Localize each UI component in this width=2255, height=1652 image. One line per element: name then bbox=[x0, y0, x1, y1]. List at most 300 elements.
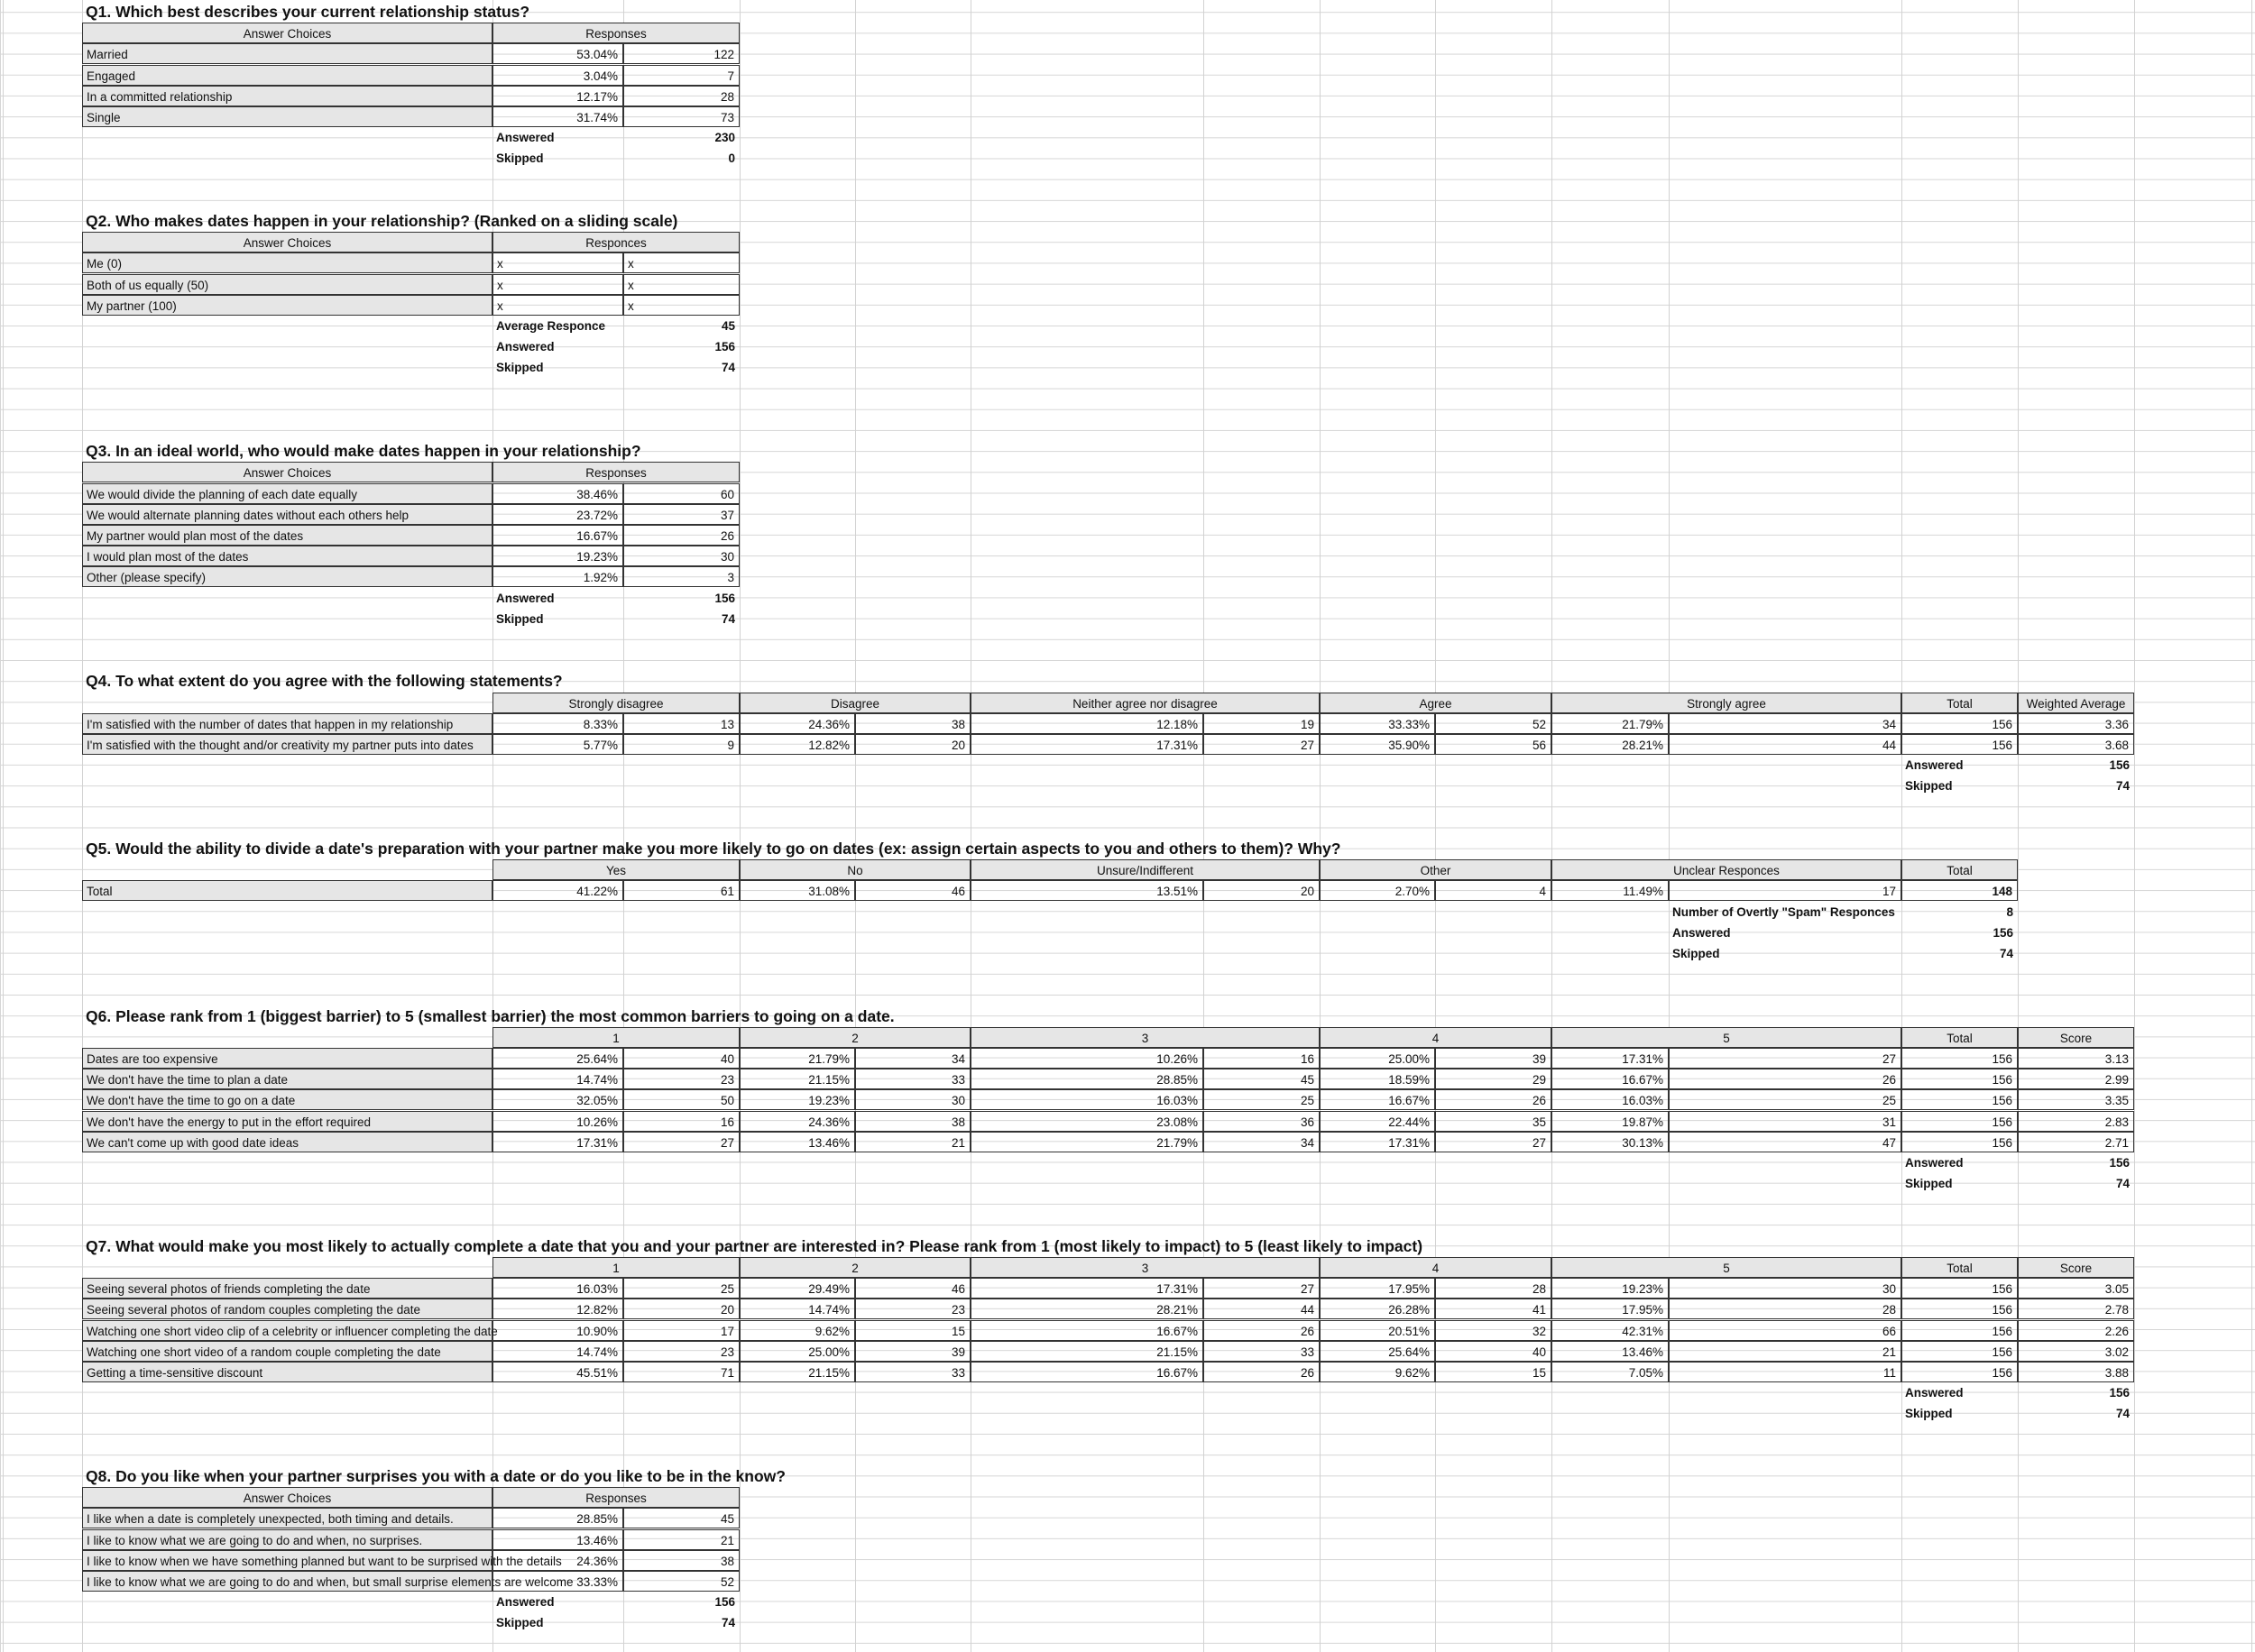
percent-cell: 23.08% bbox=[971, 1111, 1203, 1132]
count-cell: 25 bbox=[623, 1278, 740, 1299]
column-header: Disagree bbox=[740, 693, 971, 713]
count-cell: 50 bbox=[623, 1089, 740, 1110]
count-cell: 30 bbox=[1669, 1278, 1901, 1299]
response-count: 26 bbox=[623, 525, 740, 546]
summary-value: 74 bbox=[2115, 779, 2130, 793]
percent-cell: 19.23% bbox=[740, 1089, 855, 1110]
count-cell: 20 bbox=[1203, 880, 1320, 901]
q6-question-title: Q6. Please rank from 1 (biggest barrier) to 5 (smallest barrier) the most common barriers to going on a date. bbox=[86, 1007, 895, 1025]
percent-cell: 26.28% bbox=[1320, 1299, 1435, 1319]
column-header: Total bbox=[1901, 859, 2018, 880]
q5-question-title: Q5. Would the ability to divide a date's preparation with your partner make you more likely to go on dates (ex: assign certain aspects to you and others to them)? Why? bbox=[86, 840, 1341, 858]
column-header: Total bbox=[1901, 1257, 2018, 1278]
count-cell: 2.99 bbox=[2018, 1069, 2134, 1089]
count-cell: 45 bbox=[1203, 1069, 1320, 1089]
row-label: Seeing several photos of random couples completing the date bbox=[82, 1299, 492, 1319]
percent-cell: 21.15% bbox=[971, 1341, 1203, 1362]
percent-cell: 10.90% bbox=[492, 1320, 623, 1341]
q4-question-title: Q4. To what extent do you agree with the following statements? bbox=[86, 672, 563, 690]
summary-label: Skipped bbox=[1672, 947, 1720, 960]
percent-cell: 16.67% bbox=[1551, 1069, 1669, 1089]
count-cell: 11 bbox=[1669, 1362, 1901, 1382]
summary-value: 8 bbox=[2006, 905, 2013, 919]
response-percent: 31.74% bbox=[492, 106, 623, 127]
percent-cell: 14.74% bbox=[740, 1299, 855, 1319]
count-cell: 39 bbox=[1435, 1048, 1551, 1069]
response-percent: 24.36% bbox=[492, 1550, 623, 1571]
q2-question-title: Q2. Who makes dates happen in your relationship? (Ranked on a sliding scale) bbox=[86, 212, 678, 230]
summary-label: Answered bbox=[496, 131, 555, 144]
total-cell: 148 bbox=[1901, 880, 2018, 901]
count-cell: 46 bbox=[855, 1278, 971, 1299]
column-header: Agree bbox=[1320, 693, 1551, 713]
count-cell: 38 bbox=[855, 713, 971, 734]
count-cell: 23 bbox=[623, 1069, 740, 1089]
percent-cell: 156 bbox=[1901, 1089, 2018, 1110]
column-header: Answer Choices bbox=[82, 23, 492, 43]
column-header: 4 bbox=[1320, 1257, 1551, 1278]
count-cell: 52 bbox=[1435, 713, 1551, 734]
percent-cell: 24.36% bbox=[740, 1111, 855, 1132]
count-cell: 27 bbox=[1435, 1132, 1551, 1152]
percent-cell: 16.67% bbox=[971, 1320, 1203, 1341]
answer-choice-label: My partner (100) bbox=[82, 295, 492, 316]
summary-label: Skipped bbox=[496, 151, 544, 165]
summary-label: Skipped bbox=[1905, 1177, 1953, 1190]
row-label: I'm satisfied with the thought and/or creativity my partner puts into dates bbox=[82, 734, 492, 755]
column-divider bbox=[1551, 0, 1552, 1652]
count-cell: 15 bbox=[855, 1320, 971, 1341]
count-cell: 40 bbox=[1435, 1341, 1551, 1362]
summary-label: Number of Overtly "Spam" Responces bbox=[1672, 905, 1895, 919]
summary-label: Answered bbox=[1905, 1386, 1964, 1400]
percent-cell: 156 bbox=[1901, 1341, 2018, 1362]
answer-choice-label: In a committed relationship bbox=[82, 86, 492, 106]
percent-cell: 156 bbox=[1901, 1132, 2018, 1152]
count-cell: 32 bbox=[1435, 1320, 1551, 1341]
answer-choice-label: Single bbox=[82, 106, 492, 127]
response-percent: 38.46% bbox=[492, 483, 623, 504]
answer-choice-label: I like to know when we have something planned but want to be surprised with the details bbox=[82, 1550, 492, 1571]
percent-cell: 14.74% bbox=[492, 1341, 623, 1362]
response-percent: 1.92% bbox=[492, 566, 623, 587]
percent-cell: 30.13% bbox=[1551, 1132, 1669, 1152]
percent-cell: 10.26% bbox=[971, 1048, 1203, 1069]
answer-choice-label: Both of us equally (50) bbox=[82, 274, 492, 295]
column-divider bbox=[1669, 0, 1670, 1652]
count-cell: 28 bbox=[1435, 1278, 1551, 1299]
percent-cell: 42.31% bbox=[1551, 1320, 1669, 1341]
percent-cell: 11.49% bbox=[1551, 880, 1669, 901]
percent-cell: 156 bbox=[1901, 1299, 2018, 1319]
percent-cell: 25.00% bbox=[740, 1341, 855, 1362]
count-cell: 27 bbox=[623, 1132, 740, 1152]
count-cell: 27 bbox=[1203, 734, 1320, 755]
percent-cell: 17.95% bbox=[1320, 1278, 1435, 1299]
count-cell: 27 bbox=[1203, 1278, 1320, 1299]
percent-cell: 156 bbox=[1901, 1048, 2018, 1069]
percent-cell: 25.64% bbox=[1320, 1341, 1435, 1362]
percent-cell: 12.18% bbox=[971, 713, 1203, 734]
summary-value: 156 bbox=[714, 1595, 735, 1609]
percent-cell: 17.31% bbox=[1551, 1048, 1669, 1069]
answer-choice-label: Me (0) bbox=[82, 252, 492, 273]
percent-cell: 16.03% bbox=[971, 1089, 1203, 1110]
percent-cell: 13.46% bbox=[740, 1132, 855, 1152]
count-cell: 47 bbox=[1669, 1132, 1901, 1152]
percent-cell: 28.21% bbox=[971, 1299, 1203, 1319]
count-cell: 4 bbox=[1435, 880, 1551, 901]
summary-label: Answered bbox=[496, 592, 555, 605]
count-cell: 2.78 bbox=[2018, 1299, 2134, 1319]
count-cell: 3.35 bbox=[2018, 1089, 2134, 1110]
response-percent: 23.72% bbox=[492, 504, 623, 525]
percent-cell: 33.33% bbox=[1320, 713, 1435, 734]
column-header: Total bbox=[1901, 693, 2018, 713]
count-cell: 40 bbox=[623, 1048, 740, 1069]
percent-cell: 156 bbox=[1901, 734, 2018, 755]
response-percent: 16.67% bbox=[492, 525, 623, 546]
summary-label: Skipped bbox=[1905, 779, 1953, 793]
count-cell: 2.26 bbox=[2018, 1320, 2134, 1341]
percent-cell: 35.90% bbox=[1320, 734, 1435, 755]
percent-cell: 28.85% bbox=[971, 1069, 1203, 1089]
count-cell: 61 bbox=[623, 880, 740, 901]
count-cell: 16 bbox=[1203, 1048, 1320, 1069]
count-cell: 9 bbox=[623, 734, 740, 755]
column-header: 1 bbox=[492, 1257, 740, 1278]
column-header: Strongly disagree bbox=[492, 693, 740, 713]
count-cell: 46 bbox=[855, 880, 971, 901]
count-cell: 26 bbox=[1669, 1069, 1901, 1089]
column-header: Unclear Responces bbox=[1551, 859, 1901, 880]
response-count: 21 bbox=[623, 1529, 740, 1550]
response-count: x bbox=[623, 274, 740, 295]
percent-cell: 16.03% bbox=[492, 1278, 623, 1299]
column-divider bbox=[855, 0, 856, 1652]
percent-cell: 32.05% bbox=[492, 1089, 623, 1110]
count-cell: 17 bbox=[1669, 880, 1901, 901]
column-header: 2 bbox=[740, 1257, 971, 1278]
count-cell: 44 bbox=[1669, 734, 1901, 755]
percent-cell: 12.82% bbox=[492, 1299, 623, 1319]
summary-value: 45 bbox=[721, 319, 735, 333]
percent-cell: 156 bbox=[1901, 1362, 2018, 1382]
q1-question-title: Q1. Which best describes your current relationship status? bbox=[86, 3, 530, 21]
count-cell: 33 bbox=[1203, 1341, 1320, 1362]
count-cell: 20 bbox=[855, 734, 971, 755]
response-count: 30 bbox=[623, 546, 740, 566]
count-cell: 23 bbox=[623, 1341, 740, 1362]
response-count: 7 bbox=[623, 65, 740, 86]
count-cell: 28 bbox=[1669, 1299, 1901, 1319]
percent-cell: 156 bbox=[1901, 1278, 2018, 1299]
column-divider bbox=[3, 0, 4, 1652]
percent-cell: 16.67% bbox=[971, 1362, 1203, 1382]
count-cell: 26 bbox=[1203, 1320, 1320, 1341]
count-cell: 27 bbox=[1669, 1048, 1901, 1069]
count-cell: 26 bbox=[1203, 1362, 1320, 1382]
percent-cell: 156 bbox=[1901, 713, 2018, 734]
percent-cell: 9.62% bbox=[740, 1320, 855, 1341]
percent-cell: 19.23% bbox=[1551, 1278, 1669, 1299]
column-header: Score bbox=[2018, 1257, 2134, 1278]
response-percent: x bbox=[492, 274, 623, 295]
percent-cell: 156 bbox=[1901, 1069, 2018, 1089]
percent-cell: 16.67% bbox=[1320, 1089, 1435, 1110]
percent-cell: 17.31% bbox=[492, 1132, 623, 1152]
percent-cell: 31.08% bbox=[740, 880, 855, 901]
summary-value: 74 bbox=[2115, 1407, 2130, 1420]
row-label: Watching one short video clip of a celebrity or influencer completing the date bbox=[82, 1320, 492, 1341]
summary-value: 74 bbox=[2115, 1177, 2130, 1190]
response-percent: 53.04% bbox=[492, 43, 623, 64]
response-percent: 13.46% bbox=[492, 1529, 623, 1550]
count-cell: 3.36 bbox=[2018, 713, 2134, 734]
column-header: Unsure/Indifferent bbox=[971, 859, 1320, 880]
column-header: 3 bbox=[971, 1257, 1320, 1278]
column-header: 1 bbox=[492, 1027, 740, 1048]
response-count: 122 bbox=[623, 43, 740, 64]
percent-cell: 45.51% bbox=[492, 1362, 623, 1382]
count-cell: 17 bbox=[623, 1320, 740, 1341]
response-percent: x bbox=[492, 252, 623, 273]
summary-value: 156 bbox=[714, 592, 735, 605]
percent-cell: 17.31% bbox=[1320, 1132, 1435, 1152]
percent-cell: 20.51% bbox=[1320, 1320, 1435, 1341]
percent-cell: 17.31% bbox=[971, 1278, 1203, 1299]
answer-choice-label: Married bbox=[82, 43, 492, 64]
count-cell: 44 bbox=[1203, 1299, 1320, 1319]
column-header: 5 bbox=[1551, 1027, 1901, 1048]
response-count: 45 bbox=[623, 1508, 740, 1528]
percent-cell: 9.62% bbox=[1320, 1362, 1435, 1382]
percent-cell: 156 bbox=[1901, 1111, 2018, 1132]
summary-label: Answered bbox=[1905, 1156, 1964, 1170]
column-header: No bbox=[740, 859, 971, 880]
answer-choice-label: We would divide the planning of each date equally bbox=[82, 483, 492, 504]
percent-cell: 2.70% bbox=[1320, 880, 1435, 901]
column-header: Strongly agree bbox=[1551, 693, 1901, 713]
summary-value: 156 bbox=[714, 340, 735, 353]
column-header: Answer Choices bbox=[82, 1487, 492, 1508]
percent-cell: 21.79% bbox=[1551, 713, 1669, 734]
count-cell: 33 bbox=[855, 1362, 971, 1382]
count-cell: 3.02 bbox=[2018, 1341, 2134, 1362]
column-header: Neither agree nor disagree bbox=[971, 693, 1320, 713]
count-cell: 3.88 bbox=[2018, 1362, 2134, 1382]
count-cell: 29 bbox=[1435, 1069, 1551, 1089]
summary-label: Skipped bbox=[1905, 1407, 1953, 1420]
column-divider bbox=[1203, 0, 1204, 1652]
count-cell: 25 bbox=[1203, 1089, 1320, 1110]
response-count: 52 bbox=[623, 1571, 740, 1592]
percent-cell: 21.15% bbox=[740, 1069, 855, 1089]
count-cell: 16 bbox=[623, 1111, 740, 1132]
row-label: Getting a time-sensitive discount bbox=[82, 1362, 492, 1382]
percent-cell: 17.31% bbox=[971, 734, 1203, 755]
response-percent: x bbox=[492, 295, 623, 316]
count-cell: 19 bbox=[1203, 713, 1320, 734]
column-header: 5 bbox=[1551, 1257, 1901, 1278]
percent-cell: 22.44% bbox=[1320, 1111, 1435, 1132]
percent-cell: 41.22% bbox=[492, 880, 623, 901]
percent-cell: 21.15% bbox=[740, 1362, 855, 1382]
count-cell: 30 bbox=[855, 1089, 971, 1110]
summary-label: Skipped bbox=[496, 612, 544, 626]
answer-choice-label: My partner would plan most of the dates bbox=[82, 525, 492, 546]
column-header: Responses bbox=[492, 462, 740, 482]
summary-value: 156 bbox=[1993, 926, 2013, 940]
percent-cell: 156 bbox=[1901, 1320, 2018, 1341]
row-label: I'm satisfied with the number of dates that happen in my relationship bbox=[82, 713, 492, 734]
count-cell: 23 bbox=[855, 1299, 971, 1319]
count-cell: 25 bbox=[1669, 1089, 1901, 1110]
column-header: 4 bbox=[1320, 1027, 1551, 1048]
percent-cell: 13.51% bbox=[971, 880, 1203, 901]
summary-label: Skipped bbox=[496, 1616, 544, 1629]
count-cell: 66 bbox=[1669, 1320, 1901, 1341]
percent-cell: 13.46% bbox=[1551, 1341, 1669, 1362]
count-cell: 39 bbox=[855, 1341, 971, 1362]
percent-cell: 29.49% bbox=[740, 1278, 855, 1299]
percent-cell: 21.79% bbox=[740, 1048, 855, 1069]
percent-cell: 25.64% bbox=[492, 1048, 623, 1069]
percent-cell: 14.74% bbox=[492, 1069, 623, 1089]
percent-cell: 25.00% bbox=[1320, 1048, 1435, 1069]
answer-choice-label: We would alternate planning dates without each others help bbox=[82, 504, 492, 525]
response-count: x bbox=[623, 295, 740, 316]
percent-cell: 19.87% bbox=[1551, 1111, 1669, 1132]
count-cell: 36 bbox=[1203, 1111, 1320, 1132]
response-count: 38 bbox=[623, 1550, 740, 1571]
column-divider bbox=[1435, 0, 1436, 1652]
count-cell: 35 bbox=[1435, 1111, 1551, 1132]
column-header: 2 bbox=[740, 1027, 971, 1048]
percent-cell: 16.03% bbox=[1551, 1089, 1669, 1110]
answer-choice-label: I would plan most of the dates bbox=[82, 546, 492, 566]
column-divider bbox=[2251, 0, 2252, 1652]
summary-value: 156 bbox=[2109, 1386, 2130, 1400]
count-cell: 56 bbox=[1435, 734, 1551, 755]
column-header: 3 bbox=[971, 1027, 1320, 1048]
percent-cell: 7.05% bbox=[1551, 1362, 1669, 1382]
summary-label: Answered bbox=[496, 1595, 555, 1609]
percent-cell: 5.77% bbox=[492, 734, 623, 755]
count-cell: 34 bbox=[855, 1048, 971, 1069]
count-cell: 2.71 bbox=[2018, 1132, 2134, 1152]
response-count: 3 bbox=[623, 566, 740, 587]
row-label: We don't have the time to plan a date bbox=[82, 1069, 492, 1089]
summary-label: Answered bbox=[1905, 758, 1964, 772]
column-header: Other bbox=[1320, 859, 1551, 880]
answer-choice-label: Other (please specify) bbox=[82, 566, 492, 587]
summary-label: Average Responce bbox=[496, 319, 606, 333]
count-cell: 31 bbox=[1669, 1111, 1901, 1132]
column-header: Weighted Average bbox=[2018, 693, 2134, 713]
count-cell: 38 bbox=[855, 1111, 971, 1132]
answer-choice-label: I like when a date is completely unexpected, both timing and details. bbox=[82, 1508, 492, 1528]
count-cell: 3.68 bbox=[2018, 734, 2134, 755]
answer-choice-label: I like to know what we are going to do and when, no surprises. bbox=[82, 1529, 492, 1550]
column-divider bbox=[1320, 0, 1321, 1652]
row-label: Watching one short video of a random couple completing the date bbox=[82, 1341, 492, 1362]
count-cell: 13 bbox=[623, 713, 740, 734]
count-cell: 3.13 bbox=[2018, 1048, 2134, 1069]
column-header: Score bbox=[2018, 1027, 2134, 1048]
answer-choice-label: I like to know what we are going to do and when, but small surprise elements are welcome bbox=[82, 1571, 492, 1592]
column-divider bbox=[740, 0, 741, 1652]
column-header: Responses bbox=[492, 1487, 740, 1508]
summary-value: 74 bbox=[721, 361, 735, 374]
row-label: Total bbox=[82, 880, 492, 901]
count-cell: 34 bbox=[1203, 1132, 1320, 1152]
column-header: Total bbox=[1901, 1027, 2018, 1048]
percent-cell: 21.79% bbox=[971, 1132, 1203, 1152]
column-header: Answer Choices bbox=[82, 462, 492, 482]
summary-value: 74 bbox=[721, 1616, 735, 1629]
column-header: Yes bbox=[492, 859, 740, 880]
summary-value: 0 bbox=[728, 151, 735, 165]
response-count: x bbox=[623, 252, 740, 273]
count-cell: 3.05 bbox=[2018, 1278, 2134, 1299]
summary-value: 156 bbox=[2109, 758, 2130, 772]
q8-question-title: Q8. Do you like when your partner surprises you with a date or do you like to be in the know? bbox=[86, 1467, 786, 1485]
row-label: Seeing several photos of friends completing the date bbox=[82, 1278, 492, 1299]
count-cell: 41 bbox=[1435, 1299, 1551, 1319]
count-cell: 2.83 bbox=[2018, 1111, 2134, 1132]
row-label: We don't have the energy to put in the effort required bbox=[82, 1111, 492, 1132]
q7-question-title: Q7. What would make you most likely to actually complete a date that you and your partner are interested in? Please rank from 1 (most likely to impact) to 5 (least likely to impact) bbox=[86, 1237, 1423, 1255]
summary-value: 230 bbox=[714, 131, 735, 144]
response-count: 73 bbox=[623, 106, 740, 127]
summary-label: Answered bbox=[496, 340, 555, 353]
count-cell: 21 bbox=[1669, 1341, 1901, 1362]
column-divider bbox=[2134, 0, 2135, 1652]
summary-value: 156 bbox=[2109, 1156, 2130, 1170]
summary-value: 74 bbox=[721, 612, 735, 626]
summary-value: 74 bbox=[1999, 947, 2013, 960]
percent-cell: 8.33% bbox=[492, 713, 623, 734]
response-percent: 3.04% bbox=[492, 65, 623, 86]
count-cell: 15 bbox=[1435, 1362, 1551, 1382]
response-percent: 12.17% bbox=[492, 86, 623, 106]
count-cell: 34 bbox=[1669, 713, 1901, 734]
row-label: We don't have the time to go on a date bbox=[82, 1089, 492, 1110]
percent-cell: 24.36% bbox=[740, 713, 855, 734]
count-cell: 33 bbox=[855, 1069, 971, 1089]
percent-cell: 28.21% bbox=[1551, 734, 1669, 755]
response-count: 28 bbox=[623, 86, 740, 106]
row-label: Dates are too expensive bbox=[82, 1048, 492, 1069]
response-count: 60 bbox=[623, 483, 740, 504]
column-header: Responces bbox=[492, 232, 740, 252]
count-cell: 71 bbox=[623, 1362, 740, 1382]
percent-cell: 18.59% bbox=[1320, 1069, 1435, 1089]
answer-choice-label: Engaged bbox=[82, 65, 492, 86]
column-header: Answer Choices bbox=[82, 232, 492, 252]
count-cell: 26 bbox=[1435, 1089, 1551, 1110]
q3-question-title: Q3. In an ideal world, who would make dates happen in your relationship? bbox=[86, 442, 641, 460]
response-percent: 19.23% bbox=[492, 546, 623, 566]
row-label: We can't come up with good date ideas bbox=[82, 1132, 492, 1152]
response-percent: 28.85% bbox=[492, 1508, 623, 1528]
response-count: 37 bbox=[623, 504, 740, 525]
percent-cell: 12.82% bbox=[740, 734, 855, 755]
column-header: Responses bbox=[492, 23, 740, 43]
response-percent: 33.33% bbox=[492, 1571, 623, 1592]
summary-label: Skipped bbox=[496, 361, 544, 374]
